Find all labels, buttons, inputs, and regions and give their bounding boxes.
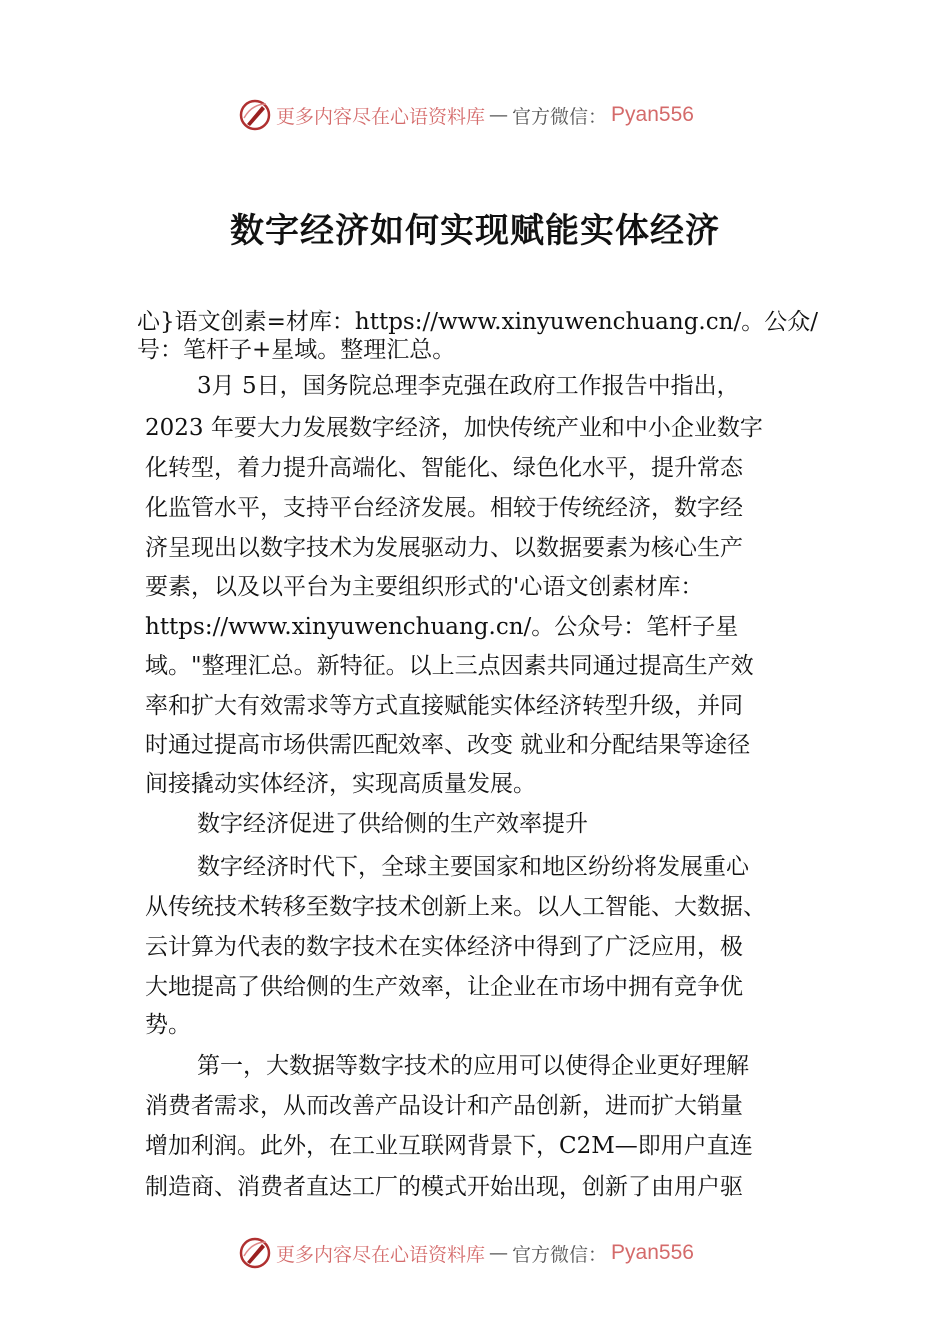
text-line: 3月 5日，国务院总理李克强在政府工作报告中指出， bbox=[197, 373, 740, 399]
text-line: 增加利润。此外，在工业互联网背景下，C2M—即用户直连 bbox=[145, 1133, 753, 1159]
banner-wechat-id: Pyan556 bbox=[611, 1241, 694, 1264]
text-line: https://www.xinyuwenchuang.cn/。公众号：笔杆子星 bbox=[145, 614, 739, 640]
text-line: 时通过提高市场供需匹配效率、改变 就业和分配结果等途径 bbox=[145, 732, 751, 758]
text-line: 消费者需求，从而改善产品设计和产品创新，进而扩大销量 bbox=[145, 1093, 743, 1119]
header-banner bbox=[238, 95, 694, 135]
text-line: 化转型，着力提升高端化、智能化、绿色化水平，提升常态 bbox=[145, 455, 743, 481]
text-line: 第一，大数据等数字技术的应用可以使得企业更好理解 bbox=[197, 1053, 749, 1079]
banner-wechat-id: Pyan556 bbox=[611, 103, 694, 126]
banner-wechat-label: 官方微信： bbox=[512, 105, 608, 128]
banner-dash: — bbox=[489, 1242, 509, 1264]
text-line: 域。"整理汇总。新特征。以上三点因素共同通过提高生产效 bbox=[145, 653, 754, 679]
text-line: 云计算为代表的数字技术在实体经济中得到了广泛应用，极 bbox=[145, 934, 743, 960]
text-line: 大地提高了供给侧的生产效率，让企业在市场中拥有竞争优 bbox=[145, 974, 743, 1000]
banner-dash: — bbox=[489, 104, 509, 126]
text-line: 要素，以及以平台为主要组织形式的'心语文创素材库： bbox=[145, 574, 704, 600]
text-line: 从传统技术转移至数字技术创新上来。以人工智能、大数据、 bbox=[145, 894, 766, 920]
quill-logo-icon bbox=[238, 1236, 272, 1270]
text-line: 势。 bbox=[145, 1012, 191, 1038]
banner-text: 更多内容尽在心语资料库 bbox=[276, 1243, 486, 1266]
document-title: 数字经济如何实现赋能实体经济 bbox=[230, 211, 720, 251]
text-line: 济呈现出以数字技术为发展驱动力、以数据要素为核心生产 bbox=[145, 535, 743, 561]
text-line: 号：笔杆子+星域。整理汇总。 bbox=[137, 337, 456, 363]
quill-logo-icon bbox=[238, 98, 272, 132]
section-heading: 数字经济促进了供给侧的生产效率提升 bbox=[197, 811, 588, 837]
text-line: 制造商、消费者直达工厂的模式开始出现，创新了由用户驱 bbox=[145, 1174, 743, 1200]
text-line: 率和扩大有效需求等方式直接赋能实体经济转型升级，并同 bbox=[145, 693, 743, 719]
text-line: 间接撬动实体经济，实现高质量发展。 bbox=[145, 771, 536, 797]
text-line: 2023 年要大力发展数字经济，加快传统产业和中小企业数字 bbox=[145, 415, 763, 441]
footer-banner bbox=[238, 1233, 694, 1273]
text-line: 化监管水平，支持平台经济发展。相较于传统经济，数字经 bbox=[145, 495, 743, 521]
text-line: 心}语文创素=材库：https://www.xinyuwenchuang.cn/。公众/ bbox=[137, 309, 818, 335]
banner-text: 更多内容尽在心语资料库 bbox=[276, 105, 486, 128]
banner-wechat-label: 官方微信： bbox=[512, 1243, 608, 1266]
text-line: 数字经济时代下，全球主要国家和地区纷纷将发展重心 bbox=[197, 854, 749, 880]
